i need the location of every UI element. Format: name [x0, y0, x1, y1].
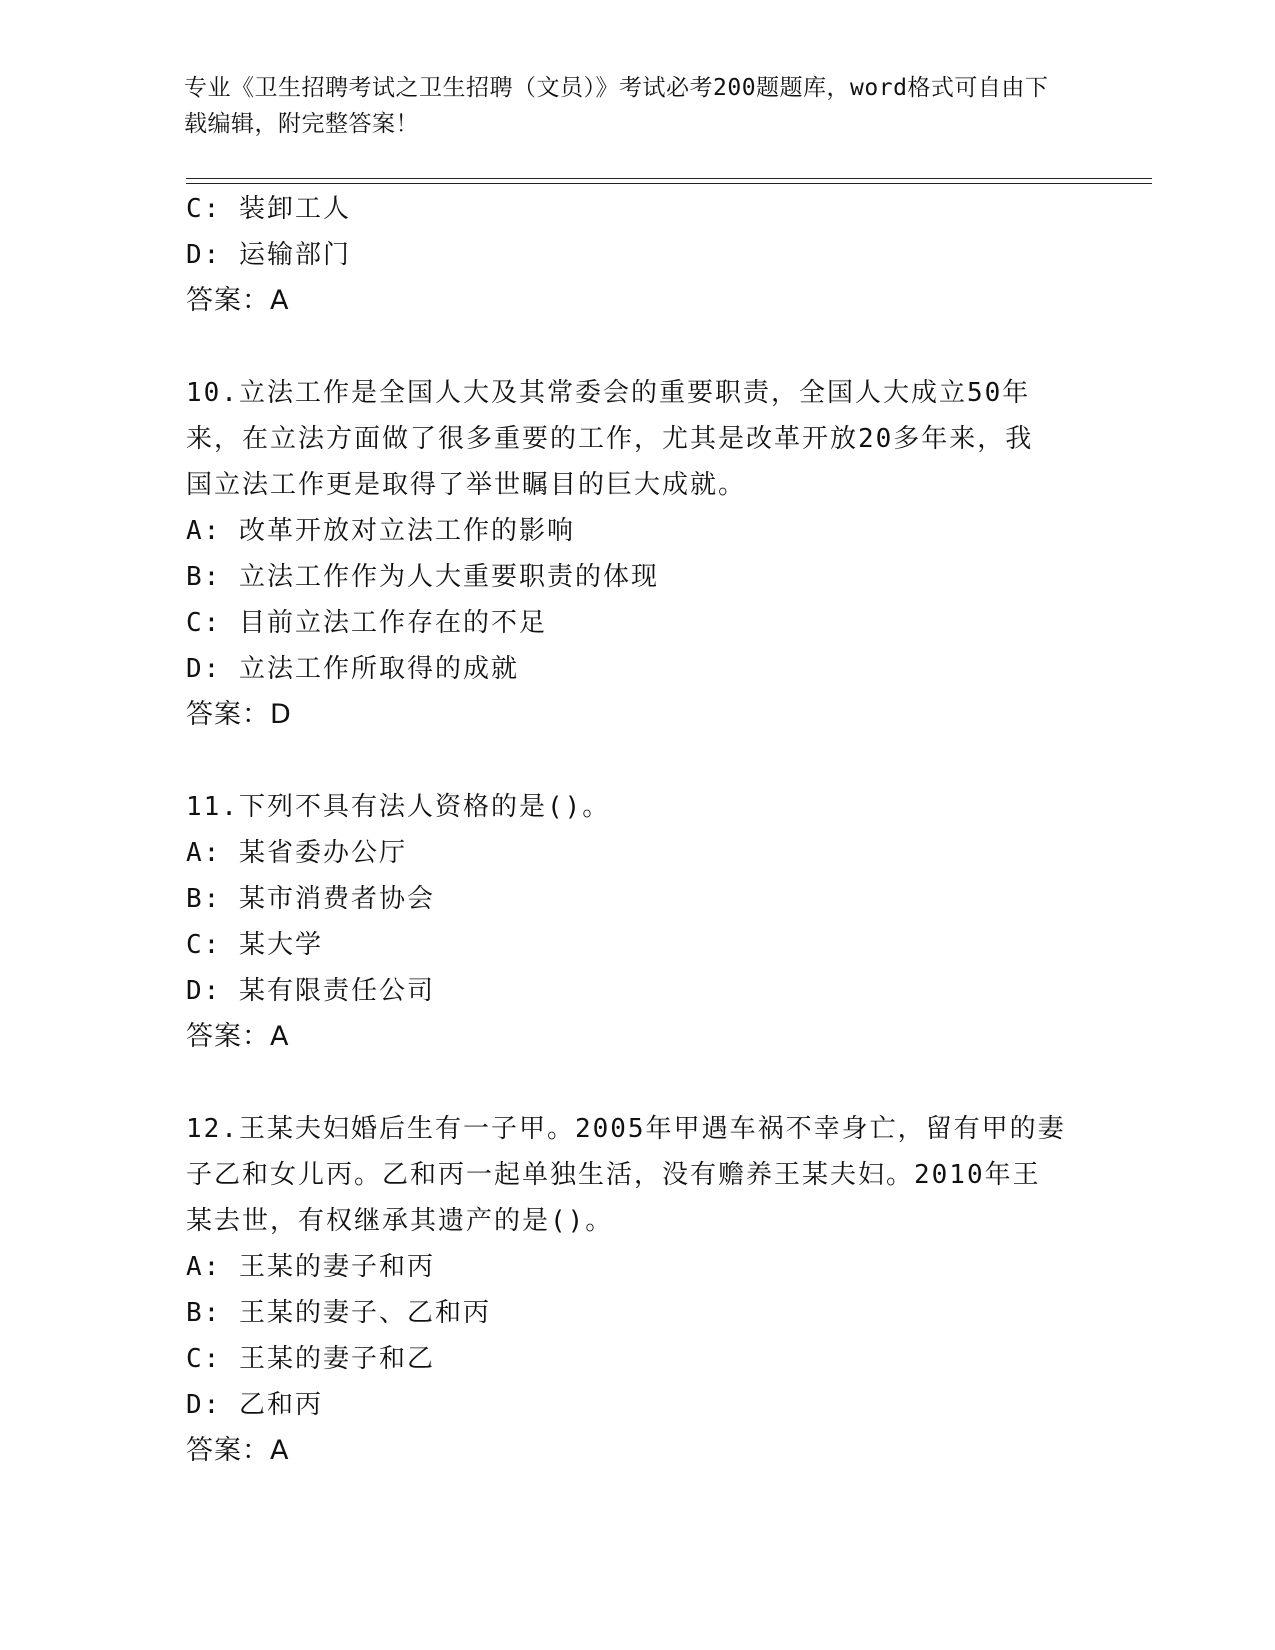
option-d: D: 某有限责任公司	[186, 976, 435, 1006]
answer-label: 答案：D	[186, 699, 292, 730]
option-a: A: 某省委办公厅	[186, 838, 407, 868]
answer-label: 答案：A	[186, 1021, 290, 1052]
option-d: D: 乙和丙	[186, 1390, 323, 1420]
option-a: A: 改革开放对立法工作的影响	[186, 516, 575, 546]
question-text	[186, 1106, 1066, 1244]
option-c: C: 王某的妻子和乙	[186, 1344, 435, 1374]
option-c: C: 目前立法工作存在的不足	[186, 608, 547, 638]
answer-label: 答案：A	[186, 285, 290, 316]
option-b: B: 立法工作作为人大重要职责的体现	[186, 562, 659, 592]
prev-question-tail	[186, 186, 1086, 324]
header-rule-bottom	[186, 183, 1152, 184]
option-b: B: 王某的妻子、乙和丙	[186, 1298, 491, 1328]
option-d: D: 立法工作所取得的成就	[186, 654, 519, 684]
question-12	[186, 1106, 1086, 1474]
header-rule-top	[186, 178, 1152, 179]
question-text-line: 某去世，有权继承其遗产的是()。	[186, 1206, 614, 1236]
question-list	[186, 186, 1086, 1474]
answer-label: 答案：A	[186, 1435, 290, 1466]
document-header: 专业《卫生招聘考试之卫生招聘（文员）》考试必考200题题库，word格式可自由下载编辑，附完整答案！	[184, 75, 1049, 137]
question-text-line: 10.立法工作是全国人大及其常委会的重要职责，全国人大成立50年	[186, 378, 1031, 408]
question-text	[186, 370, 1066, 508]
question-10	[186, 370, 1086, 738]
question-text-line: 子乙和女儿丙。乙和丙一起单独生活，没有赡养王某夫妇。2010年王	[186, 1160, 1041, 1190]
option-c: C: 装卸工人	[186, 194, 351, 224]
question-text-line: 11.下列不具有法人资格的是()。	[186, 792, 611, 822]
question-11	[186, 784, 1086, 1060]
question-text	[186, 784, 1066, 830]
question-text-line: 国立法工作更是取得了举世瞩目的巨大成就。	[186, 470, 747, 500]
option-d: D: 运输部门	[186, 240, 351, 270]
option-c: C: 某大学	[186, 930, 323, 960]
question-text-line: 12.王某夫妇婚后生有一子甲。2005年甲遇车祸不幸身亡，留有甲的妻	[186, 1114, 1066, 1144]
option-a: A: 王某的妻子和丙	[186, 1252, 435, 1282]
option-b: B: 某市消费者协会	[186, 884, 435, 914]
question-text-line: 来，在立法方面做了很多重要的工作，尤其是改革开放20多年来，我	[186, 424, 1034, 454]
